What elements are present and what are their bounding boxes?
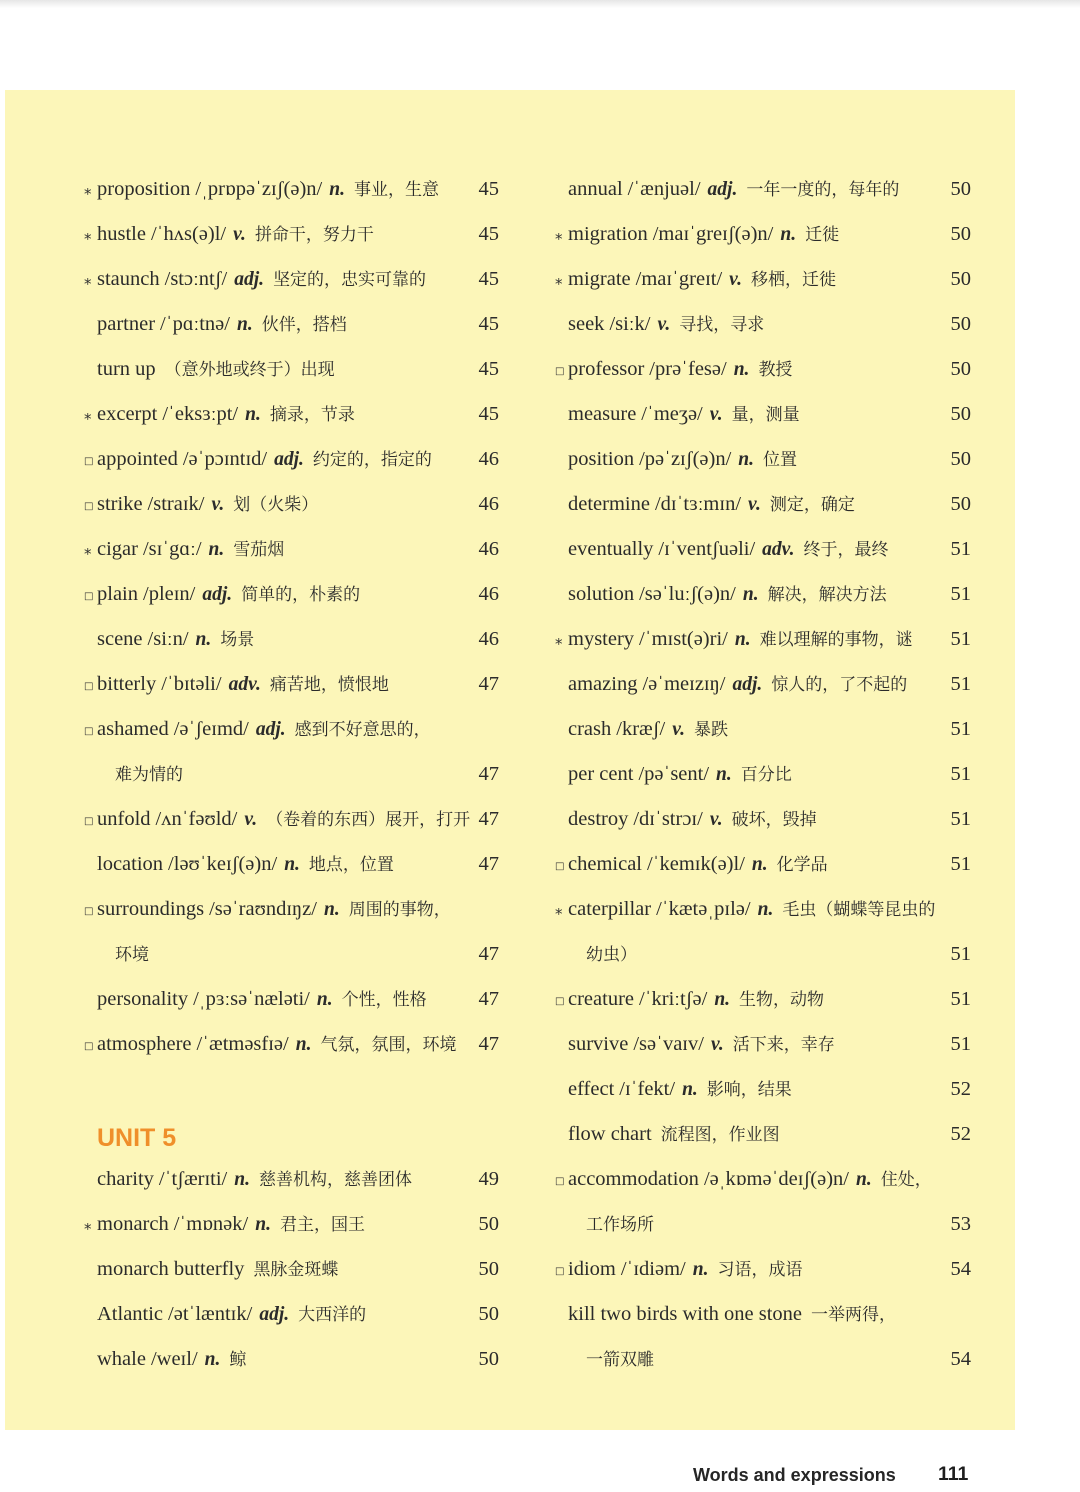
phonetic-transcription: /ˈbɪtəli/	[161, 673, 222, 695]
vocab-entry-row: □ accommodation /əˌkɒməˈdeɪʃ(ə)n/ n. 住处，	[555, 1168, 932, 1190]
page-reference: 50	[950, 493, 971, 515]
page-reference: 46	[478, 448, 499, 470]
phonetic-transcription: /əˈʃeɪmd/	[173, 718, 249, 740]
chinese-definition: 坚定的，忠实可靠的	[273, 270, 427, 289]
headword: migrate	[568, 268, 631, 290]
phonetic-transcription: /prəˈfesə/	[649, 358, 727, 380]
phonetic-transcription: /ˈmɪst(ə)ri/	[639, 628, 728, 650]
chinese-definition: 迁徙	[805, 225, 840, 244]
unit-heading: UNIT 5	[97, 1124, 177, 1152]
headword: migration	[568, 223, 648, 245]
vocab-entry-row	[554, 1292, 971, 1337]
headword: position	[568, 448, 635, 470]
chinese-definition: 约定的，指定的	[312, 450, 432, 469]
headword: kill two birds with one stone	[568, 1303, 803, 1325]
page-reference: 52	[950, 1078, 971, 1100]
phonetic-transcription: /maɪˈgreɪʃ(ə)n/	[652, 223, 774, 245]
phonetic-transcription: /ˈkriːtʃə/	[639, 988, 708, 1010]
part-of-speech: n.	[780, 224, 797, 245]
phonetic-transcription: /dɪˈtɜːmɪn/	[654, 493, 742, 515]
part-of-speech: n.	[284, 854, 300, 875]
phonetic-transcription: /ʌnˈfəʊld/	[155, 808, 238, 830]
page-reference: 50	[478, 1303, 499, 1325]
page-reference: 50	[950, 223, 971, 245]
chinese-definition: 量，测量	[731, 405, 800, 424]
phonetic-transcription: /kræʃ/	[616, 718, 666, 740]
vocab-entry-row	[83, 977, 499, 1022]
vocab-entry-row	[83, 302, 499, 347]
phonetic-transcription: /ɪˈventʃuəli/	[658, 538, 756, 560]
headword: crash	[568, 718, 612, 740]
part-of-speech: n.	[855, 1169, 872, 1190]
vocab-entry-row: * caterpillar /ˈkætəˌpɪlə/ n. 毛虫（蝴蝶等昆虫的	[555, 898, 936, 923]
vocab-entry-row	[83, 617, 499, 662]
headword: annual	[568, 178, 623, 200]
page-reference: 50	[950, 403, 971, 425]
vocab-entry-row	[554, 572, 971, 617]
phonetic-transcription: /pleɪn/	[143, 583, 196, 605]
phonetic-transcription: /siːn/	[147, 628, 189, 650]
part-of-speech: n.	[323, 899, 340, 920]
page-reference: 47	[478, 763, 499, 785]
page-reference: 45	[478, 268, 499, 290]
headword: hustle	[97, 223, 146, 245]
vocab-entry-row	[83, 1337, 499, 1382]
chinese-definition: 雪茄烟	[233, 540, 285, 559]
chinese-definition: 慈善机构，慈善团体	[258, 1170, 412, 1189]
scan-top-edge	[0, 0, 1080, 8]
part-of-speech: n.	[255, 1214, 271, 1235]
headword: eventually	[568, 538, 654, 560]
part-of-speech: n.	[714, 989, 731, 1010]
vocab-entry-row: * migration /maɪˈgreɪʃ(ə)n/ n. 迁徙 50	[554, 212, 971, 257]
headword: scene	[97, 628, 143, 650]
part-of-speech: n.	[738, 449, 755, 470]
part-of-speech: v.	[748, 494, 761, 515]
headword: atmosphere	[97, 1033, 192, 1055]
chinese-definition-continued: 环境	[115, 945, 149, 964]
page-reference: 45	[478, 223, 499, 245]
page-reference: 51	[950, 538, 971, 560]
phonetic-transcription: /ˈtʃærɪti/	[158, 1168, 228, 1190]
vocab-entry-row: * excerpt /ˈeksɜːpt/ n. 摘录，节录 45	[83, 392, 499, 437]
part-of-speech: n.	[245, 404, 261, 425]
headword: Atlantic	[97, 1303, 164, 1325]
page-reference: 53	[950, 1213, 971, 1235]
headword: location	[97, 853, 164, 875]
headword: unfold	[97, 808, 151, 830]
phonetic-transcription: /ˈɪdiəm/	[620, 1258, 686, 1280]
page-reference: 47	[478, 853, 499, 875]
chinese-definition-continued: 一箭双雕	[586, 1350, 654, 1369]
headword: destroy	[568, 808, 629, 830]
part-of-speech: n.	[316, 989, 333, 1010]
vocab-entry-row: * mystery /ˈmɪst(ə)ri/ n. 难以理解的事物，谜 51	[554, 617, 971, 662]
part-of-speech: v.	[709, 404, 723, 425]
chinese-definition: 痛苦地，愤恨地	[269, 675, 389, 694]
headword: whale	[97, 1348, 146, 1370]
page-reference: 45	[478, 313, 499, 335]
page-reference: 50	[950, 358, 971, 380]
vocab-entry-row	[554, 437, 971, 482]
part-of-speech: v.	[672, 719, 686, 740]
page-reference: 50	[478, 1258, 499, 1280]
phonetic-transcription: /əˈmeɪzɪŋ/	[642, 673, 726, 695]
part-of-speech: n.	[204, 1349, 221, 1370]
chinese-definition: 百分比	[740, 765, 792, 784]
page-reference: 50	[950, 313, 971, 335]
phonetic-transcription: /ˌprɒpəˈzɪʃ(ə)n/	[195, 178, 323, 200]
vocab-entry-row	[554, 1112, 971, 1157]
phonetic-transcription: /ˈmɒnək/	[173, 1213, 249, 1235]
chinese-definition: 气氛，氛围，环境	[320, 1035, 457, 1054]
part-of-speech: v.	[233, 224, 246, 245]
chinese-definition-continued: 幼虫）	[586, 945, 637, 964]
phonetic-transcription: /maɪˈgreɪt/	[635, 268, 723, 290]
vocab-entry-continuation	[554, 1202, 971, 1247]
chinese-definition: 黑脉金斑蝶	[253, 1260, 339, 1279]
page-reference: 51	[950, 808, 971, 830]
headword: accommodation	[568, 1168, 699, 1190]
chinese-definition-continued: 难为情的	[115, 765, 183, 784]
footer-section-title: Words and expressions	[693, 1465, 896, 1485]
chinese-definition: 一举两得，	[811, 1305, 897, 1324]
chinese-definition: 移栖，迁徙	[750, 270, 836, 289]
page-reference: 51	[950, 628, 971, 650]
headword: measure	[568, 403, 637, 425]
chinese-definition: 生物，动物	[739, 990, 825, 1009]
part-of-speech: adj.	[202, 584, 233, 605]
chinese-definition: 位置	[763, 450, 798, 469]
page-reference: 46	[478, 493, 499, 515]
phonetic-transcription: /ɪˈfekt/	[619, 1078, 676, 1100]
phonetic-transcription: /ˈpɑːtnə/	[160, 313, 230, 335]
phonetic-transcription: /əˌkɒməˈdeɪʃ(ə)n/	[703, 1168, 849, 1190]
chinese-definition: 鲸	[229, 1350, 247, 1369]
chinese-definition: 君主，国王	[279, 1215, 365, 1234]
headword: excerpt	[97, 403, 158, 425]
chinese-definition: 场景	[220, 630, 255, 649]
part-of-speech: adj.	[234, 269, 265, 290]
phonetic-transcription: /ˌpɜːsəˈnæləti/	[193, 988, 310, 1010]
vocab-entry-row	[554, 527, 971, 572]
part-of-speech: n.	[757, 899, 774, 920]
chinese-definition: 终于，最终	[803, 540, 889, 559]
right-vocab-column	[554, 167, 971, 1382]
headword: turn up	[97, 358, 156, 380]
vocab-entry-row: * migrate /maɪˈgreɪt/ v. 移栖，迁徙 50	[554, 257, 971, 302]
vocab-entry-continuation	[554, 1337, 971, 1382]
vocab-entry-row	[83, 1292, 499, 1337]
vocab-entry-row: □ idiom /ˈɪdiəm/ n. 习语，成语 54	[554, 1247, 971, 1292]
phonetic-transcription: /ˈmeʒə/	[641, 403, 703, 425]
headword: mystery	[568, 628, 635, 650]
headword: determine	[568, 493, 650, 515]
headword: seek	[568, 313, 605, 335]
headword: surroundings	[97, 898, 205, 920]
page-reference: 54	[950, 1258, 971, 1280]
headword: per cent	[568, 763, 634, 785]
vocab-entry-row: □ professor /prəˈfesə/ n. 教授 50	[554, 347, 971, 392]
vocab-entry-row	[83, 347, 499, 392]
chinese-definition: 事业，生意	[353, 180, 439, 199]
phonetic-transcription: /pəˈsent/	[638, 763, 710, 785]
page-reference: 45	[478, 178, 499, 200]
vocab-entry-continuation	[554, 932, 971, 977]
vocab-entry-continuation	[83, 932, 499, 977]
part-of-speech: n.	[742, 584, 759, 605]
phonetic-transcription: /ˈkætəˌpɪlə/	[656, 898, 751, 920]
headword: effect	[568, 1078, 615, 1100]
vocab-entry-row	[83, 1247, 499, 1292]
page-reference: 50	[950, 178, 971, 200]
page-reference: 47	[478, 1033, 499, 1055]
page-reference: 47	[478, 808, 499, 830]
chinese-definition: 难以理解的事物，谜	[759, 630, 913, 649]
chinese-definition: 活下来，幸存	[732, 1035, 835, 1054]
phonetic-transcription: /əˈpɔɪntɪd/	[182, 448, 268, 470]
part-of-speech: n.	[751, 854, 768, 875]
chinese-definition: 解决，解决方法	[767, 585, 887, 604]
vocab-entry-row	[554, 797, 971, 842]
part-of-speech: n.	[716, 764, 732, 785]
chinese-definition: 摘录，节录	[269, 405, 355, 424]
page-reference: 51	[950, 763, 971, 785]
phonetic-transcription: /sɪˈgɑː/	[142, 538, 202, 560]
headword: cigar	[97, 538, 138, 560]
chinese-definition: 影响，结果	[706, 1080, 792, 1099]
part-of-speech: adj.	[274, 449, 304, 470]
page-reference: 50	[950, 448, 971, 470]
headword: partner	[97, 313, 156, 335]
vocab-entry-row	[554, 482, 971, 527]
page-reference: 50	[478, 1348, 499, 1370]
page-reference: 51	[950, 988, 971, 1010]
vocab-entry-row: □ atmosphere /ˈætməsfɪə/ n. 气氛，氛围，环境 47	[83, 1022, 499, 1067]
phonetic-transcription: /straɪk/	[147, 493, 205, 515]
phonetic-transcription: /ˈhʌs(ə)l/	[150, 223, 227, 245]
chinese-definition: 流程图，作业图	[660, 1125, 780, 1144]
part-of-speech: n.	[682, 1079, 698, 1100]
headword: ashamed	[97, 718, 169, 740]
vocab-entry-row	[83, 1157, 499, 1202]
vocab-entry-row: * cigar /sɪˈgɑː/ n. 雪茄烟 46	[83, 527, 499, 572]
part-of-speech: n.	[733, 359, 750, 380]
vocab-entry-row	[83, 842, 499, 887]
part-of-speech: n.	[329, 179, 345, 200]
chinese-definition: 周围的事物，	[348, 900, 451, 919]
vocab-entry-row	[554, 302, 971, 347]
headword: creature	[568, 988, 634, 1010]
chinese-definition: 划（火柴）	[233, 495, 319, 514]
headword: idiom	[568, 1258, 616, 1280]
vocab-entry-row	[554, 392, 971, 437]
page-reference: 51	[950, 853, 971, 875]
part-of-speech: adj.	[707, 179, 738, 200]
vocab-entry-continuation	[83, 752, 499, 797]
chinese-definition: 一年一度的，每年的	[746, 180, 900, 199]
page-reference: 51	[950, 673, 971, 695]
part-of-speech: n.	[195, 629, 212, 650]
chinese-definition: 测定，确定	[769, 495, 855, 514]
part-of-speech: v.	[710, 1034, 724, 1055]
page-reference: 45	[478, 358, 499, 380]
page-reference: 45	[478, 403, 499, 425]
phonetic-transcription: /ˈkemɪk(ə)l/	[646, 853, 745, 875]
phonetic-transcription: /ˈætməsfɪə/	[196, 1033, 289, 1055]
headword: caterpillar	[568, 898, 652, 920]
page-reference: 51	[950, 1033, 971, 1055]
unit-5-word-list	[83, 1157, 499, 1382]
page-reference: 51	[950, 943, 971, 965]
headword: monarch	[97, 1213, 169, 1235]
part-of-speech: adj.	[259, 1304, 290, 1325]
footer-page-number: 111	[938, 1463, 969, 1485]
vocab-entry-row	[554, 707, 971, 752]
phonetic-transcription: /səˈraʊndɪŋz/	[209, 898, 317, 920]
vocab-entry-row: □ creature /ˈkriːtʃə/ n. 生物，动物 51	[554, 977, 971, 1022]
vocab-entry-row: □ unfold /ʌnˈfəʊld/ v. （卷着的东西）展开，打开 47	[83, 797, 499, 842]
chinese-definition: 毛虫（蝴蝶等昆虫的	[782, 900, 936, 919]
vocab-entry-row	[554, 752, 971, 797]
vocab-entry-row: * hustle /ˈhʌs(ə)l/ v. 拼命干，努力干 45	[83, 212, 499, 257]
vocab-entry-row: □ bitterly /ˈbɪtəli/ adv. 痛苦地，愤恨地 47	[83, 662, 499, 707]
unit-4-word-list	[83, 167, 499, 1067]
phonetic-transcription: /ˈænjuəl/	[627, 178, 701, 200]
headword: flow chart	[568, 1123, 652, 1145]
left-vocab-column	[83, 167, 499, 1382]
chinese-definition: 感到不好意思的，	[294, 720, 431, 739]
part-of-speech: n.	[692, 1259, 709, 1280]
vocab-entry-row: □ surroundings /səˈraʊndɪŋz/ n. 周围的事物，	[84, 898, 451, 920]
headword: personality	[97, 988, 189, 1010]
headword: survive	[568, 1033, 629, 1055]
headword: charity	[97, 1168, 154, 1190]
part-of-speech: adv.	[762, 539, 795, 560]
phonetic-transcription: /weɪl/	[150, 1348, 198, 1370]
page-reference: 46	[478, 628, 499, 650]
page-reference: 46	[478, 538, 499, 560]
headword: staunch	[97, 268, 160, 290]
part-of-speech: n.	[208, 539, 225, 560]
page-reference: 50	[950, 268, 971, 290]
vocab-entry-row	[554, 1022, 971, 1067]
phonetic-transcription: /ˈeksɜːpt/	[162, 403, 239, 425]
phonetic-transcription: /siːk/	[609, 313, 651, 335]
chinese-definition: 简单的，朴素的	[241, 585, 361, 604]
vocab-entry-row: * monarch /ˈmɒnək/ n. 君主，国王 50	[83, 1202, 499, 1247]
chinese-definition: 伙伴，搭档	[261, 315, 347, 334]
page-reference: 49	[478, 1168, 499, 1190]
vocab-entry-row: □ ashamed /əˈʃeɪmd/ adj. 感到不好意思的，	[84, 718, 431, 740]
chinese-definition: 寻找，寻求	[679, 315, 765, 334]
chinese-definition: 教授	[758, 360, 793, 379]
chinese-definition: （卷着的东西）展开，打开	[266, 810, 471, 829]
headword: bitterly	[97, 673, 157, 695]
headword: plain	[97, 583, 138, 605]
part-of-speech: v.	[657, 314, 671, 335]
vocab-entry-row: * proposition /ˌprɒpəˈzɪʃ(ə)n/ n. 事业，生意 45	[83, 167, 499, 212]
unit-5-word-list-continued	[554, 167, 971, 1382]
page-reference: 54	[950, 1348, 971, 1370]
vocab-entry-row: □ plain /pleɪn/ adj. 简单的，朴素的 46	[83, 572, 499, 617]
chinese-definition: 地点，位置	[308, 855, 394, 874]
part-of-speech: adj.	[732, 674, 763, 695]
section-gap	[83, 1067, 499, 1112]
page-reference: 52	[950, 1123, 971, 1145]
vocab-entry-row	[554, 1067, 971, 1112]
part-of-speech: n.	[236, 314, 253, 335]
vocab-entry-row: □ appointed /əˈpɔɪntɪd/ adj. 约定的，指定的 46	[83, 437, 499, 482]
page-reference: 51	[950, 583, 971, 605]
part-of-speech: n.	[734, 629, 751, 650]
chinese-definition: 住处，	[880, 1170, 932, 1189]
page-reference: 50	[478, 1213, 499, 1235]
headword: monarch butterfly	[97, 1258, 245, 1280]
part-of-speech: v.	[211, 494, 225, 515]
headword: strike	[97, 493, 143, 515]
chinese-definition: （意外地或终于）出现	[164, 360, 335, 379]
phonetic-transcription: /ləʊˈkeɪʃ(ə)n/	[168, 853, 278, 875]
chinese-definition: 拼命干，努力干	[254, 225, 374, 244]
chinese-definition: 大西洋的	[298, 1305, 367, 1324]
part-of-speech: v.	[729, 269, 742, 290]
phonetic-transcription: /səˈluːʃ(ə)n/	[639, 583, 736, 605]
vocab-entry-row	[554, 167, 971, 212]
phonetic-transcription: /ətˈlæntɪk/	[168, 1303, 253, 1325]
page-reference: 46	[478, 583, 499, 605]
headword: proposition	[97, 178, 191, 200]
page-reference: 47	[478, 673, 499, 695]
headword: appointed	[97, 448, 178, 470]
headword: chemical	[568, 853, 642, 875]
chinese-definition: 惊人的，了不起的	[771, 675, 908, 694]
part-of-speech: n.	[234, 1169, 250, 1190]
phonetic-transcription: /pəˈzɪʃ(ə)n/	[639, 448, 732, 470]
headword: professor	[568, 358, 645, 380]
chinese-definition: 习语，成语	[717, 1260, 803, 1279]
phonetic-transcription: /səˈvaɪv/	[633, 1033, 704, 1055]
chinese-definition: 破坏，毁掉	[731, 810, 817, 829]
part-of-speech: v.	[244, 809, 258, 830]
headword: amazing	[568, 673, 638, 695]
headword: solution	[568, 583, 635, 605]
chinese-definition: 化学品	[776, 855, 828, 874]
vocab-entry-row: □ chemical /ˈkemɪk(ə)l/ n. 化学品 51	[554, 842, 971, 887]
page-reference: 51	[950, 718, 971, 740]
vocab-entry-row	[554, 662, 971, 707]
part-of-speech: adj.	[255, 719, 286, 740]
phonetic-transcription: /stɔːntʃ/	[164, 268, 228, 290]
part-of-speech: adv.	[228, 674, 261, 695]
chinese-definition: 个性，性格	[341, 990, 427, 1009]
part-of-speech: n.	[295, 1034, 312, 1055]
chinese-definition: 暴跌	[694, 720, 729, 739]
page-reference: 47	[478, 943, 499, 965]
part-of-speech: v.	[709, 809, 723, 830]
chinese-definition-continued: 工作场所	[586, 1215, 654, 1234]
vocab-entry-row: □ strike /straɪk/ v. 划（火柴） 46	[83, 482, 499, 527]
phonetic-transcription: /dɪˈstrɔɪ/	[633, 808, 703, 830]
vocab-entry-row: * staunch /stɔːntʃ/ adj. 坚定的，忠实可靠的 45	[83, 257, 499, 302]
page-reference: 47	[478, 988, 499, 1010]
